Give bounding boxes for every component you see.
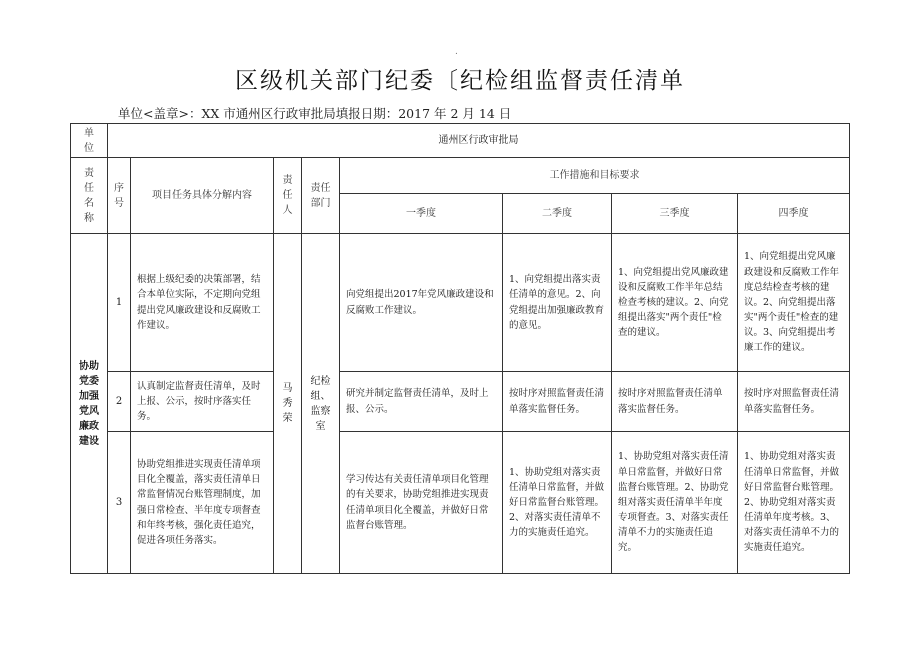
task-text: 根据上级纪委的决策部署，结合本单位实际，不定期向党组提出党风廉政建设和反腐败工作建议。	[137, 274, 261, 331]
seq-label: 序 号	[114, 182, 124, 209]
q4-cell	[738, 432, 850, 574]
q1-header	[340, 194, 503, 234]
task-header	[131, 158, 274, 234]
measures-label: 工作措施和目标要求	[549, 170, 640, 181]
q4-cell	[738, 234, 850, 372]
seq-cell	[108, 234, 131, 372]
responsibility-cell	[71, 234, 108, 574]
seq-cell	[108, 372, 131, 432]
person-cell	[274, 234, 302, 574]
responsibility-table	[70, 123, 850, 574]
q3-header	[612, 194, 738, 234]
q1-label: 一季度	[406, 208, 436, 219]
q4-label: 四季度	[778, 208, 809, 219]
unit-date-line: 单位<盖章>：XX 市通州区行政审批局填报日期：2017 年 2 月 14 日	[118, 106, 512, 121]
q4-header	[738, 194, 850, 234]
table-row	[71, 432, 850, 574]
person-name: 马 秀 荣	[282, 383, 293, 424]
unit-value: 通州区行政审批局	[438, 135, 519, 146]
task-text: 协助党组推进实现责任清单项目化全覆盖，落实责任清单日常监督情况台账管理制度，加强日常检查、半年度专项督查和年终考核，强化责任追究，促进各项任务落实。	[137, 458, 261, 546]
q3-cell	[612, 432, 738, 574]
q3-cell	[612, 372, 738, 432]
measures-header	[340, 158, 850, 194]
q1-text: 学习传达有关责任清单项目化管理的有关要求，协助党组推进实现责任清单项目化全覆盖，并做好日常监督台账管理。	[346, 474, 489, 531]
seq-value: 3	[115, 497, 123, 508]
q1-text: 向党组提出2017年党风廉政建设和反腐败工作建议。	[346, 289, 494, 316]
q2-text: 1、向党组提出落实责任清单的意见。2、向党组提出加强廉政教育的意见。	[509, 274, 605, 331]
q3-text: 1、协助党组对落实责任清单日常监督，并做好日常监督台账管理。2、协助党组对落实责任清单半年度专项督查。3、对落实责任清单不力的实施责任追究。	[618, 451, 729, 554]
dept-label: 责任 部门	[310, 182, 331, 209]
responsibility-name: 协助 党委 加强 党风 廉政 建设	[79, 360, 99, 447]
q4-cell	[738, 372, 850, 432]
dept-name: 纪检 组、 监察 室	[310, 375, 331, 432]
task-text: 认真制定监督责任清单，及时上报、公示，按时序落实任务。	[137, 380, 261, 423]
unit-label: 单 位	[84, 127, 94, 154]
page-title: 区级机关部门纪委〔纪检组监督责任清单	[235, 68, 685, 94]
task-cell	[131, 234, 274, 372]
seq-cell	[108, 432, 131, 574]
task-label: 项目任务具体分解内容	[152, 190, 252, 201]
q4-text: 1、协助党组对落实责任清单日常监督，并做好日常监督台账管理。2、协助党组对落实责任清单年度考核。3、对落实责任清单不力的实施责任追究。	[744, 451, 840, 554]
q3-label: 三季度	[659, 208, 690, 219]
q1-cell	[340, 372, 503, 432]
responsibility-name-label: 责 任 名 称	[84, 167, 94, 224]
q3-text: 按时序对照监督责任清单落实监督任务。	[618, 388, 723, 415]
q4-text: 按时序对照监督责任清单落实监督任务。	[744, 388, 840, 415]
task-cell	[131, 432, 274, 574]
q2-cell	[503, 372, 612, 432]
q1-cell	[340, 432, 503, 574]
unit-value-cell	[108, 124, 850, 158]
q2-label: 二季度	[542, 208, 572, 219]
person-header	[274, 158, 302, 234]
unit-label-cell	[71, 124, 108, 158]
person-label: 责 任 人	[282, 175, 293, 216]
q1-text: 研究并制定监督责任清单，及时上报、公示。	[346, 388, 489, 415]
responsibility-name-header	[71, 158, 108, 234]
q2-cell	[503, 234, 612, 372]
task-cell	[131, 372, 274, 432]
q2-header	[503, 194, 612, 234]
q2-text: 按时序对照监督责任清单落实监督任务。	[509, 388, 605, 415]
seq-value: 1	[115, 297, 123, 308]
q1-cell	[340, 234, 503, 372]
q2-text: 1、协助党组对落实责任清单日常监督，并做好日常监督台账管理。2、对落实责任清单不力的实施责任追究。	[509, 466, 605, 539]
table-row	[71, 372, 850, 432]
q3-cell	[612, 234, 738, 372]
table-row	[71, 234, 850, 372]
dept-header	[302, 158, 340, 234]
seq-header	[108, 158, 131, 234]
q4-text: 1、向党组提出党风廉政建设和反腐败工作年度总结检查考核的建议。2、向党组提出落实"两个责任"检查的建议。3、向党组提出考廉工作的建议。	[744, 251, 840, 354]
seq-value: 2	[115, 396, 123, 407]
page-mark: .	[455, 47, 458, 57]
q3-text: 1、向党组提出党风廉政建设和反腐败工作半年总结检查考核的建议。2、向党组提出落实"两个责任"检查的建议。	[618, 266, 729, 339]
dept-cell	[302, 234, 340, 574]
q2-cell	[503, 432, 612, 574]
